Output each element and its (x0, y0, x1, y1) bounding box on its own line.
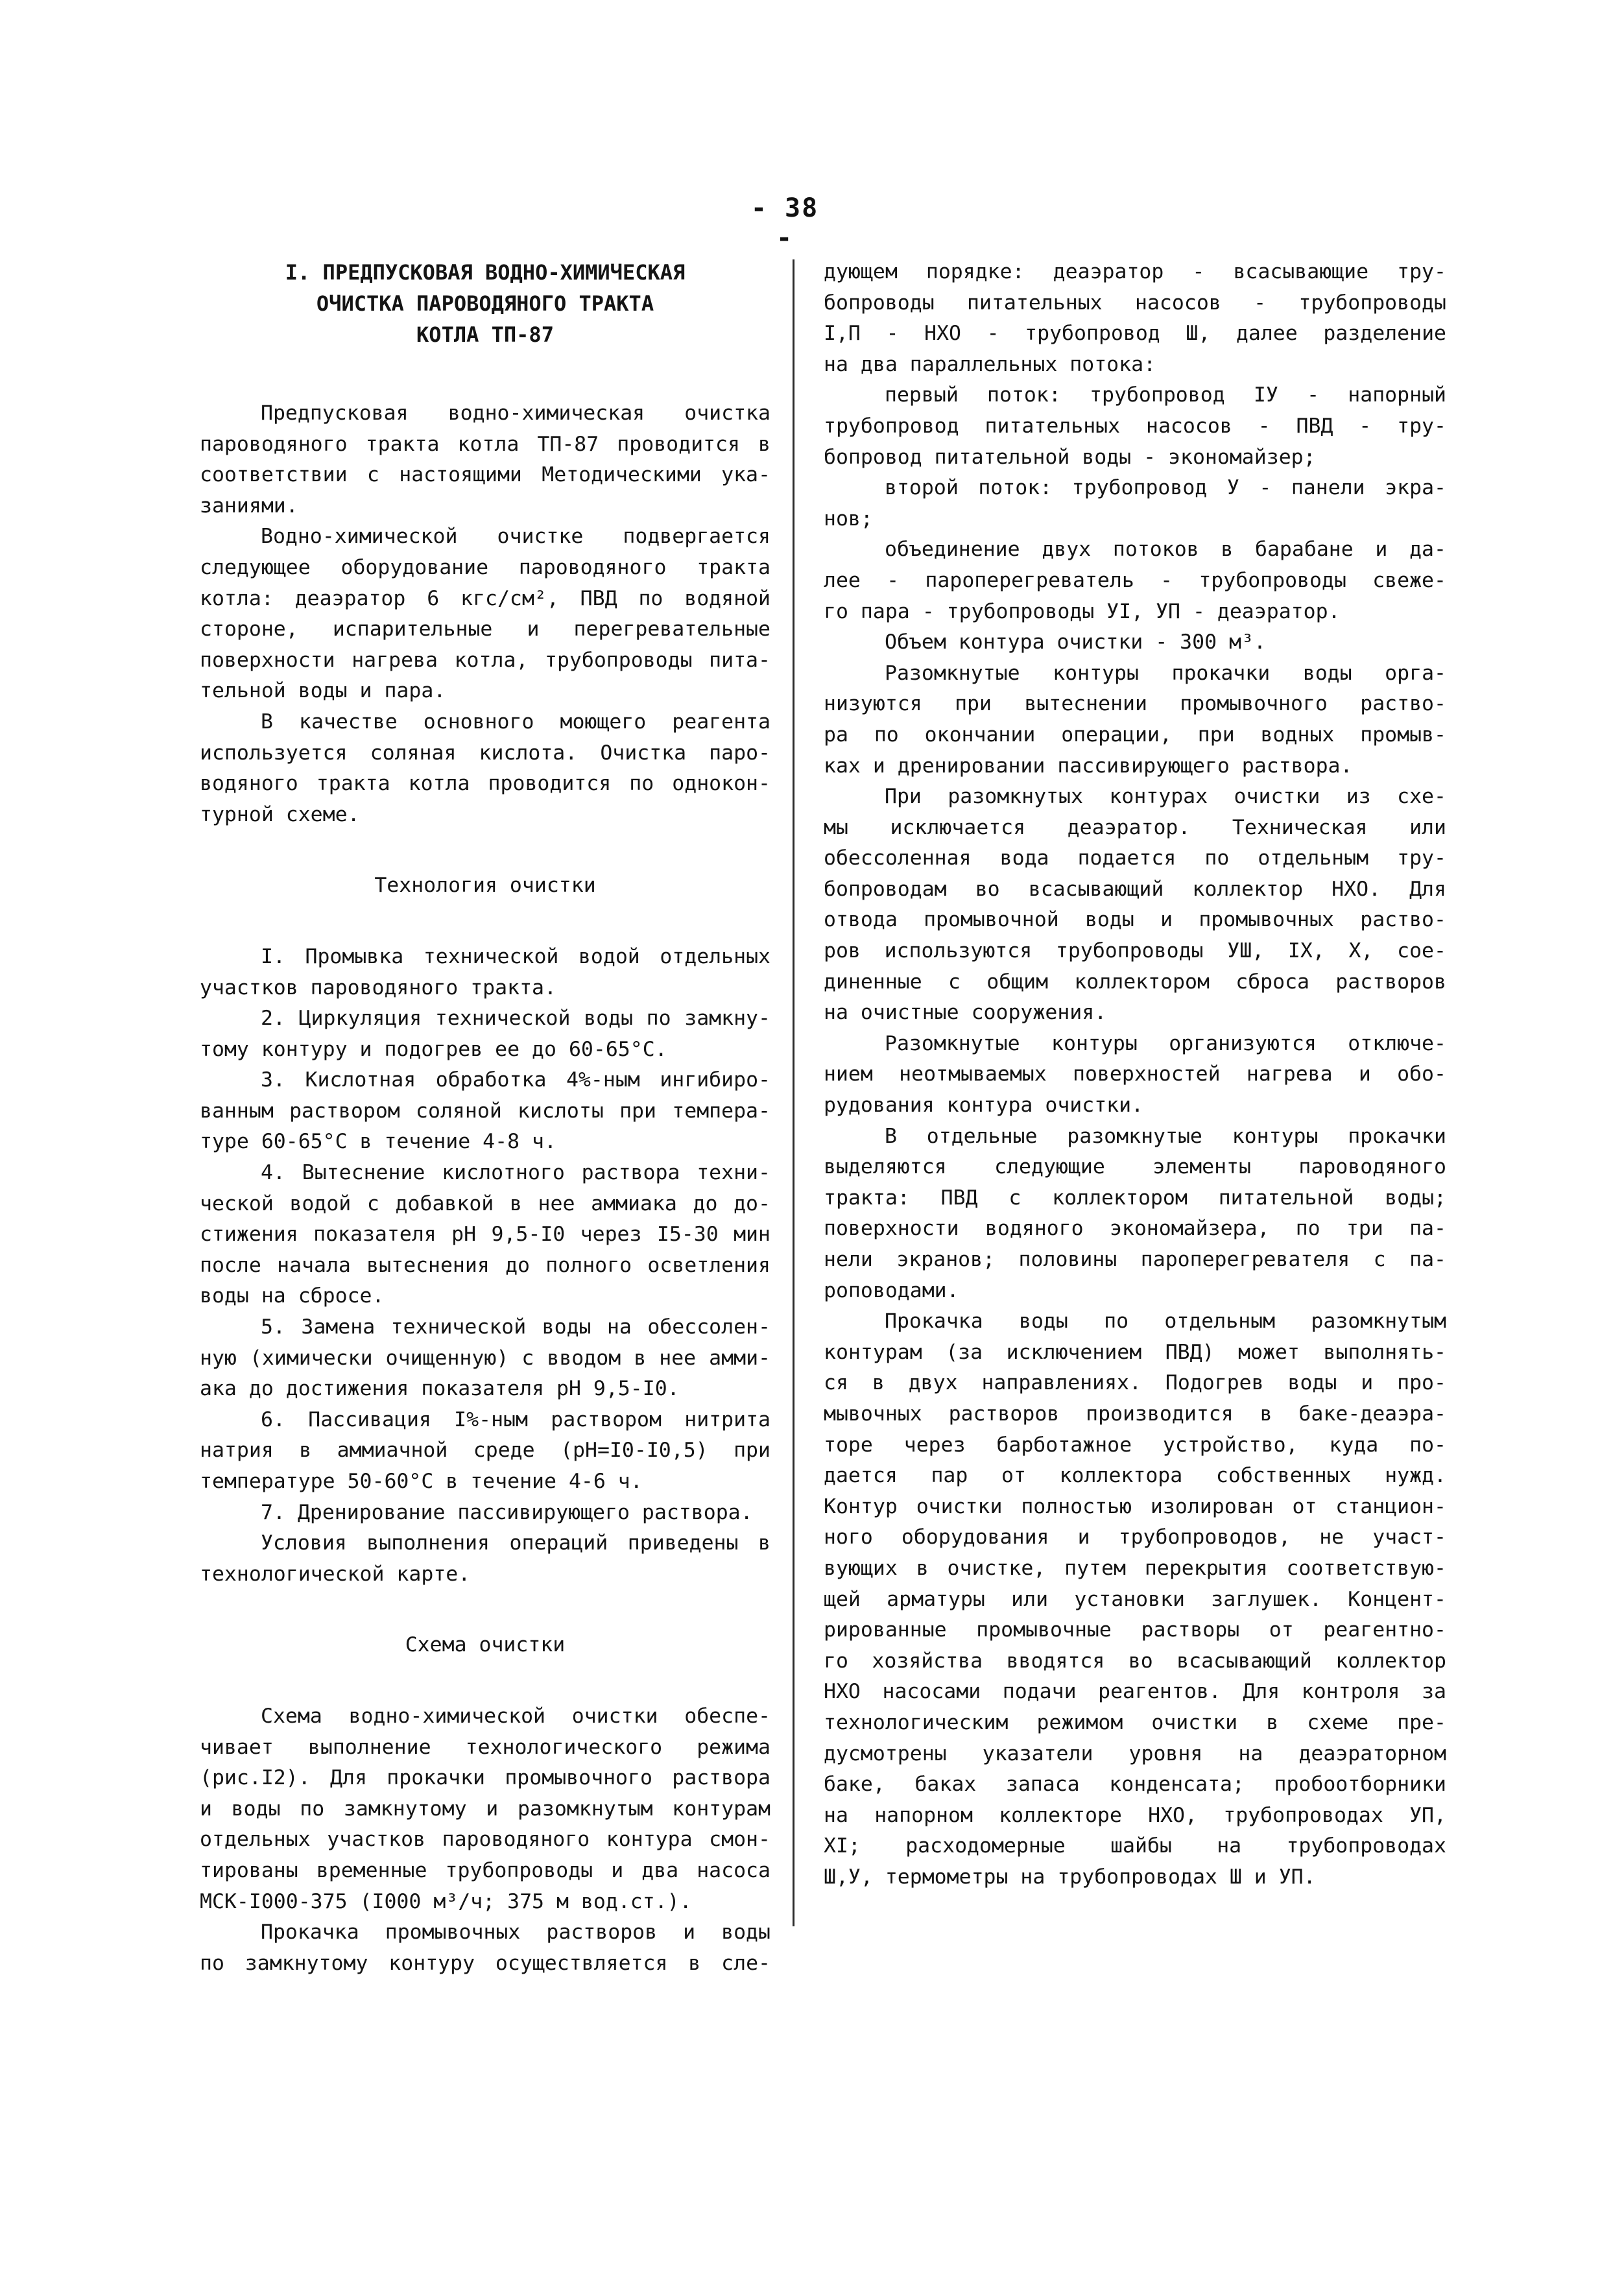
text-line: Условия выполнения операций приведены в (261, 1531, 770, 1555)
open-circuit-paragraph-3 (824, 1029, 1446, 1121)
text-line: Контур очистки полностью изолирован от станцион- (824, 1494, 1446, 1518)
text-line: по замкнутому контуру осуществляется в сле- (200, 1951, 770, 1975)
text-line: Ш,У, термометры на трубопроводах Ш и УП. (824, 1865, 1316, 1889)
text-line: стижения показателя pH 9,5-I0 через I5-30 мин (200, 1223, 770, 1247)
text-line: технологической карте. (200, 1562, 471, 1586)
text-line: ванным раствором соляной кислоты при темпера- (200, 1099, 770, 1123)
text-line: второй поток: трубопровод У - панели экра- (885, 476, 1446, 500)
text-line: мывочных растворов производится в баке-деаэра- (824, 1402, 1446, 1426)
text-line: поверхности водяного экономайзера, по три па- (824, 1217, 1446, 1241)
text-line: натрия в аммиачной среде (pH=I0-I0,5) при (200, 1439, 770, 1463)
text-line: НХО насосами подачи реагентов. Для контроля за (824, 1680, 1446, 1704)
text-line: водяного тракта котла проводится по однокон- (200, 772, 770, 796)
text-line: ра по окончании операции, при водных промыв- (824, 723, 1446, 747)
text-line: нов; (824, 507, 873, 531)
text-line: на два параллельных потока: (824, 352, 1156, 376)
text-line: рированные промывочные растворы от реагентно- (824, 1618, 1446, 1642)
text-line: мы исключается деаэратор. Техническая или (824, 815, 1446, 839)
text-line: поверхности нагрева котла, трубопроводы пита- (200, 648, 770, 672)
open-circuit-paragraph-5 (824, 1306, 1446, 1893)
text-line: турной схеме. (200, 802, 360, 826)
text-line: В отдельные разомкнутые контуры прокачки (885, 1124, 1446, 1148)
text-line: 3. Кислотная обработка 4%-ным ингибиро- (261, 1068, 770, 1092)
text-line: ную (химически очищенную) с вводом в нее амми- (200, 1346, 770, 1370)
text-line: роповодами. (824, 1278, 959, 1302)
text-line: I. Промывка технической водой отдельных (261, 944, 770, 968)
step-item (200, 1158, 770, 1312)
heading-line: I. ПРЕДПУСКОВАЯ ВОДНО-ХИМИЧЕСКАЯ (285, 260, 686, 285)
technology-title: Технология очистки (374, 874, 596, 898)
step-item (200, 1312, 770, 1405)
text-line: 7. Дренирование пассивирующего раствора. (261, 1500, 753, 1524)
text-line: нели экранов; половины пароперегревателя с па- (824, 1248, 1446, 1271)
flow-order-paragraph (824, 257, 1446, 380)
text-line: трубопровод питательных насосов - ПВД - тру- (824, 414, 1446, 438)
text-line: нием неотмываемых поверхностей нагрева и обо- (824, 1062, 1446, 1086)
text-line: Разомкнутые контуры прокачки воды орга- (885, 661, 1446, 685)
text-line: участков пароводяного тракта. (200, 975, 556, 999)
text-line: заниями. (200, 494, 298, 518)
text-line: низуются при вытеснении промывочного раство- (824, 692, 1446, 716)
step-item (200, 1405, 770, 1498)
text-line: баке, баках запаса конденсата; пробоотборники (824, 1773, 1446, 1797)
text-line: Схема водно-химической очистки обеспе- (261, 1704, 770, 1728)
text-line: используется соляная кислота. Очистка паро- (200, 741, 770, 765)
text-line: воды на сбросе. (200, 1284, 385, 1308)
right-column (824, 257, 1446, 1893)
text-line: Объем контура очистки - 300 м³. (885, 630, 1266, 654)
text-line: и воды по замкнутому и разомкнутым контурам (200, 1797, 770, 1821)
text-line: 4. Вытеснение кислотного раствора техни- (261, 1161, 770, 1185)
scheme-paragraph-2 (200, 1917, 770, 1979)
open-circuit-paragraph-2 (824, 782, 1446, 1029)
text-line: В качестве основного моющего реагента (261, 710, 770, 734)
text-line: щей арматуры или установки заглушек. Концент- (824, 1587, 1446, 1611)
step-item (200, 1498, 770, 1529)
text-line: чивает выполнение технологического режима (200, 1735, 770, 1759)
scheme-title: Схема очистки (405, 1633, 566, 1657)
text-line: выделяются следующие элементы пароводяного (824, 1155, 1446, 1179)
open-circuit-paragraph-4 (824, 1121, 1446, 1307)
text-line: Предпусковая водно-химическая очистка (261, 401, 770, 425)
text-line: тракта: ПВД с коллектором питательной воды; (824, 1186, 1446, 1210)
text-line: 6. Пассивация I%-ным раствором нитрита (261, 1407, 770, 1431)
text-line: ках и дренировании пассивирующего раствора. (824, 754, 1353, 778)
intro-paragraph-3 (200, 707, 770, 830)
step-item (200, 1003, 770, 1065)
open-circuit-paragraph-1 (824, 658, 1446, 782)
text-line: на напорном коллекторе НХО, трубопроводах УП, (824, 1803, 1446, 1827)
text-line: бопровод питательной воды - экономайзер; (824, 445, 1316, 469)
heading-line: ОЧИСТКА ПАРОВОДЯНОГО ТРАКТА (316, 291, 654, 316)
text-line: ров используются трубопроводы УШ, IX, X, сое- (824, 939, 1446, 963)
text-line: го хозяйства вводятся во всасывающий коллектор (824, 1649, 1446, 1673)
text-line: 2. Циркуляция технической воды по замкну- (261, 1007, 770, 1031)
intro-paragraph-1 (200, 398, 770, 521)
text-line: МСК-I000-375 (I000 м³/ч; 375 м вод.ст.). (200, 1889, 692, 1913)
text-line: ного оборудования и трубопроводов, не участ- (824, 1525, 1446, 1549)
text-line: температуре 50-60°С в течение 4-6 ч. (200, 1470, 643, 1493)
merge-paragraph (824, 534, 1446, 627)
flow-1-paragraph (824, 380, 1446, 473)
section-heading (200, 257, 770, 350)
text-line: на очистные сооружения. (824, 1001, 1107, 1025)
text-line: Прокачка промывочных растворов и воды (261, 1920, 770, 1944)
text-line: котла: деаэратор 6 кгс/см², ПВД по водяной (200, 586, 770, 610)
heading-line: КОТЛА ТП-87 (416, 322, 554, 347)
text-line: стороне, испарительные и перегревательные (200, 617, 770, 641)
text-line: I,П - НХО - трубопровод Ш, далее разделение (824, 322, 1446, 346)
text-line: 5. Замена технической воды на обессолен- (261, 1315, 770, 1339)
text-line: бопроводы питательных насосов - трубопроводы (824, 291, 1446, 315)
scheme-paragraph-1 (200, 1701, 770, 1917)
text-line: первый поток: трубопровод IУ - напорный (885, 383, 1446, 407)
text-line: При разомкнутых контурах очистки из схе- (885, 785, 1446, 809)
text-line: лее - пароперегреватель - трубопроводы свеже- (824, 568, 1446, 592)
steps-list (200, 942, 770, 1528)
text-line: обессоленная вода подается по отдельным тру- (824, 846, 1446, 870)
conditions-paragraph (200, 1528, 770, 1590)
text-line: отвода промывочной воды и промывочных раство- (824, 908, 1446, 932)
text-line: XI; расходомерные шайбы на трубопроводах (824, 1834, 1446, 1858)
text-line: ческой водой с добавкой в нее аммиака до до- (200, 1191, 770, 1215)
text-line: бопроводам во всасывающий коллектор НХО. Для (824, 877, 1446, 901)
volume-paragraph (824, 627, 1446, 658)
text-line: соответствии с настоящими Методическими ука- (200, 463, 770, 487)
left-column (200, 257, 770, 1979)
text-line: технологическим режимом очистки в схеме пре- (824, 1710, 1446, 1734)
column-divider (793, 259, 794, 1926)
text-line: Прокачка воды по отдельным разомкнутым (885, 1310, 1446, 1334)
text-line: после начала вытеснения до полного осветления (200, 1253, 770, 1277)
text-line: объединение двух потоков в барабане и да- (885, 538, 1446, 562)
flow-2-paragraph (824, 473, 1446, 534)
text-line: дусмотрены указатели уровня на деаэраторном (824, 1741, 1446, 1765)
page-number: - 38 - (750, 193, 819, 253)
text-line: дующем порядке: деаэратор - всасывающие тру- (824, 260, 1446, 283)
text-line: го пара - трубопроводы УI, УП - деаэратор. (824, 599, 1341, 623)
text-line: тированы временные трубопроводы и два насоса (200, 1858, 770, 1882)
text-line: тому контуру и подогрев ее до 60-65°С. (200, 1037, 667, 1061)
text-line: контурам (за исключением ПВД) может выполнять- (824, 1340, 1446, 1364)
text-line: пароводяного тракта котла ТП-87 проводится в (200, 432, 770, 456)
intro-paragraph-2 (200, 521, 770, 707)
text-line: дается пар от коллектора собственных нужд. (824, 1464, 1446, 1488)
text-line: Водно-химической очистке подвергается (261, 525, 770, 549)
text-line: туре 60-65°С в течение 4-8 ч. (200, 1130, 556, 1154)
text-line: отдельных участков пароводяного контура смон- (200, 1828, 770, 1852)
text-line: ака до достижения показателя pH 9,5-I0. (200, 1377, 680, 1401)
text-line: следующее оборудование пароводяного тракта (200, 555, 770, 579)
text-line: диненные с общим коллектором сброса растворов (824, 970, 1446, 994)
text-line: Разомкнутые контуры организуются отключе- (885, 1031, 1446, 1055)
step-item (200, 1065, 770, 1158)
step-item (200, 942, 770, 1003)
text-line: ся в двух направлениях. Подогрев воды и про- (824, 1371, 1446, 1395)
text-line: (рис.I2). Для прокачки промывочного раствора (200, 1766, 770, 1790)
text-line: рудования контура очистки. (824, 1094, 1144, 1118)
text-line: вующих в очистке, путем перекрытия соответствую- (824, 1556, 1446, 1580)
text-line: торе через барботажное устройство, куда по- (824, 1433, 1446, 1457)
text-line: тельной воды и пара. (200, 679, 446, 703)
